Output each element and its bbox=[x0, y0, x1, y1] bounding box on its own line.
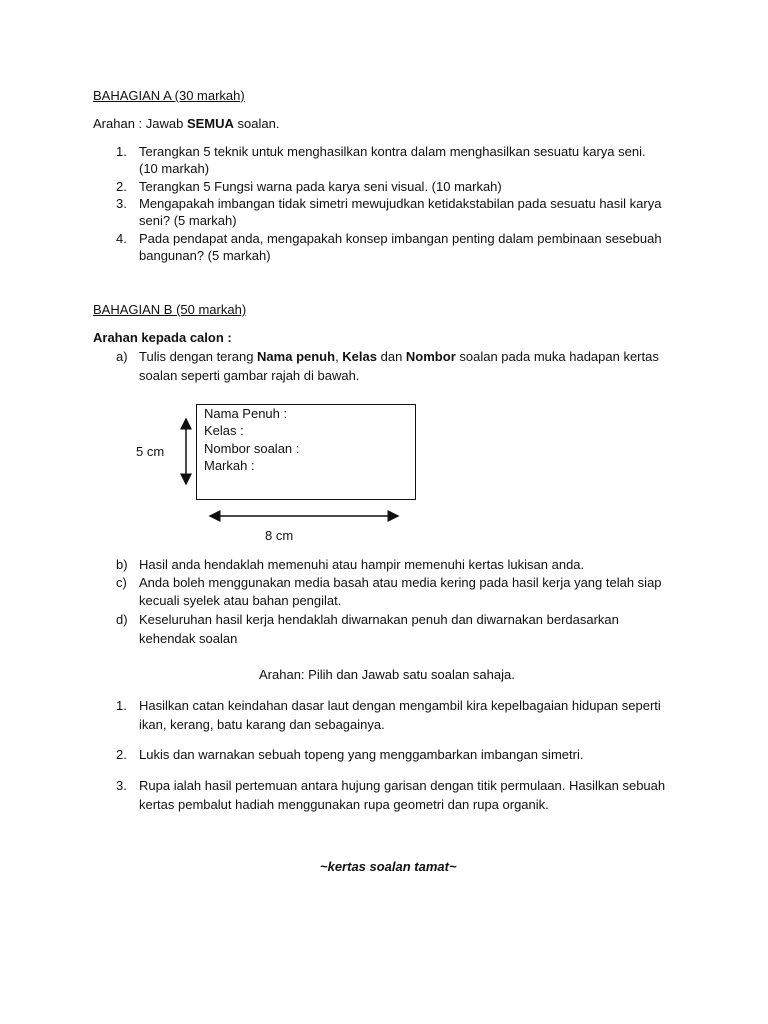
item-b-line1: Hasil anda hendaklah memenuhi atau hampir memenuhi kertas lukisan anda. bbox=[139, 557, 585, 572]
diagram-field-marks: Markah : bbox=[204, 458, 255, 473]
item-d-line1: Keseluruhan hasil kerja hendaklah diwarnakan penuh dan diwarnakan berdasarkan bbox=[139, 612, 619, 627]
question-a4-line1: Pada pendapat anda, mengapakah konsep imbangan penting dalam pembinaan sesebuah bbox=[139, 231, 662, 246]
instruction-prefix: Arahan : Jawab bbox=[93, 116, 187, 131]
item-c-label: c) bbox=[116, 575, 127, 590]
question-b2-number: 2. bbox=[116, 747, 127, 762]
item-a-part1: Tulis dengan terang bbox=[139, 349, 258, 364]
item-a-label: a) bbox=[116, 349, 128, 364]
question-b3-line2: kertas pembalut hadiah menggunakan rupa geometri dan rupa organik. bbox=[139, 797, 549, 812]
item-b-label: b) bbox=[116, 557, 128, 572]
section-b-heading: BAHAGIAN B (50 markah) bbox=[93, 302, 247, 317]
question-b1-line2: ikan, kerang, batu karang dan sebagainya. bbox=[139, 717, 385, 732]
item-c-line2: kecuali syelek atau bahan pengilat. bbox=[139, 593, 342, 608]
item-a-part2: Nama penuh bbox=[257, 349, 336, 364]
question-b1-number: 1. bbox=[116, 698, 127, 713]
item-a-part6: Nombor bbox=[405, 349, 456, 364]
end-of-paper: ~kertas soalan tamat~ bbox=[320, 859, 457, 874]
instruction-suffix: soalan. bbox=[233, 116, 280, 131]
question-a1-number: 1. bbox=[116, 144, 127, 159]
section-a-heading: BAHAGIAN A (30 markah) bbox=[93, 88, 245, 103]
item-d-label: d) bbox=[116, 612, 128, 627]
item-a-part5: dan bbox=[377, 349, 406, 364]
item-a-line2: soalan seperti gambar rajah di bawah. bbox=[139, 368, 360, 383]
height-label: 5 cm bbox=[136, 444, 165, 459]
question-a3-number: 3. bbox=[116, 196, 127, 211]
width-label: 8 cm bbox=[265, 528, 294, 543]
question-b2-line1: Lukis dan warnakan sebuah topeng yang menggambarkan imbangan simetri. bbox=[139, 747, 584, 762]
question-b1-line1: Hasilkan catan keindahan dasar laut dengan mengambil kira kepelbagaian hidupan seperti bbox=[139, 698, 661, 713]
diagram-field-class: Kelas : bbox=[204, 423, 244, 438]
item-a-part3: , bbox=[335, 349, 343, 364]
question-a3-line2: seni? (5 markah) bbox=[139, 213, 237, 228]
diagram-field-question-number: Nombor soalan : bbox=[204, 441, 300, 456]
item-a-part4: Kelas bbox=[342, 349, 377, 364]
diagram-field-name: Nama Penuh : bbox=[204, 406, 288, 421]
item-a-part7: soalan pada muka hadapan kertas bbox=[455, 349, 659, 364]
section-b-instruction: Arahan kepada calon : bbox=[93, 330, 232, 345]
choose-instruction: Arahan: Pilih dan Jawab satu soalan sahaja. bbox=[259, 667, 515, 682]
question-a3-line1: Mengapakah imbangan tidak simetri mewujudkan ketidakstabilan pada sesuatu hasil karya bbox=[139, 196, 662, 211]
question-b3-number: 3. bbox=[116, 778, 127, 793]
question-a1-line1: Terangkan 5 teknik untuk menghasilkan kontra dalam menghasilkan sesuatu karya seni. bbox=[139, 144, 646, 159]
question-a2-line1: Terangkan 5 Fungsi warna pada karya seni visual. (10 markah) bbox=[139, 179, 502, 194]
item-c-line1: Anda boleh menggunakan media basah atau media kering pada hasil kerja yang telah siap bbox=[139, 575, 662, 590]
question-a1-line2: (10 markah) bbox=[139, 161, 210, 176]
question-a2-number: 2. bbox=[116, 179, 127, 194]
question-a4-line2: bangunan? (5 markah) bbox=[139, 248, 271, 263]
item-d-line2: kehendak soalan bbox=[139, 631, 238, 646]
instruction-bold: SEMUA bbox=[186, 116, 234, 131]
question-a4-number: 4. bbox=[116, 231, 127, 246]
question-b3-line1: Rupa ialah hasil pertemuan antara hujung garisan dengan titik permulaan. Hasilkan sebuah bbox=[139, 778, 666, 793]
